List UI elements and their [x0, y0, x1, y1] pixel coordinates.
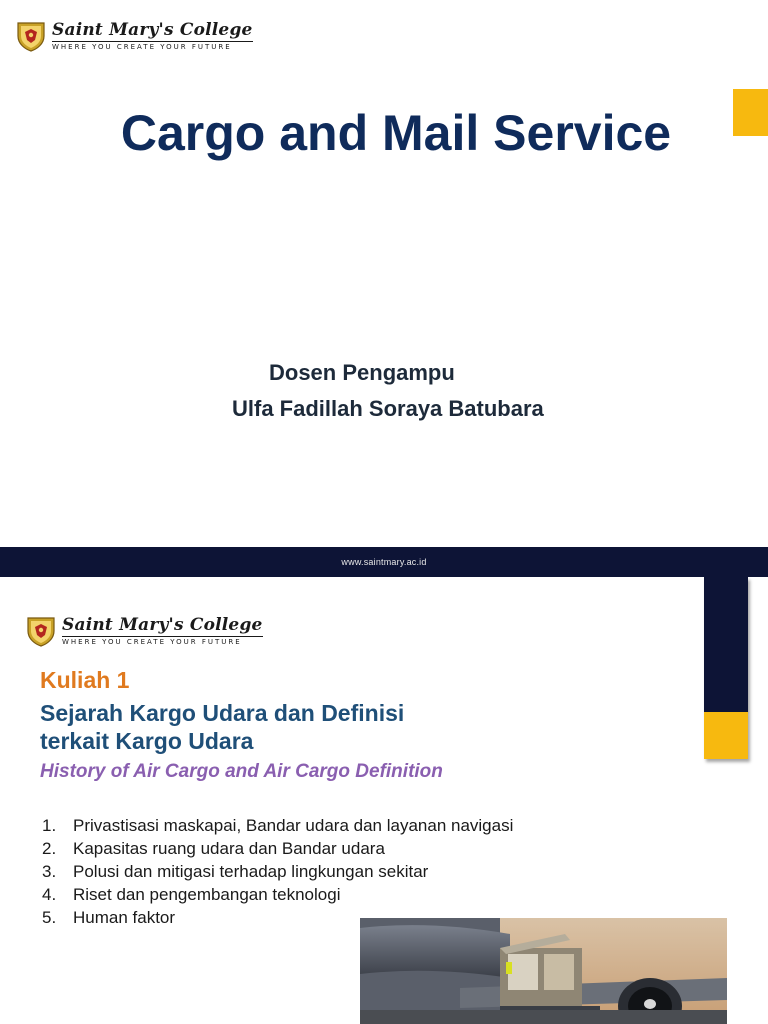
list-item-text: Polusi dan mitigasi terhadap lingkungan sekitar — [73, 862, 429, 881]
navy-side-bar — [704, 577, 748, 712]
college-tagline: WHERE YOU CREATE YOUR FUTURE — [52, 43, 232, 51]
list-item — [42, 883, 513, 906]
college-name: Saint Mary's College — [52, 20, 253, 40]
cargo-loading-photo — [360, 918, 727, 1024]
lecture-slide — [0, 577, 768, 1024]
list-item — [42, 837, 513, 860]
college-logo — [16, 20, 253, 52]
college-crest-icon — [26, 615, 56, 647]
lecture-heading-line-1: Sejarah Kargo Udara dan Definisi — [40, 700, 405, 726]
logo-divider — [62, 636, 263, 637]
list-item — [42, 814, 513, 837]
list-item-text: Riset dan pengembangan teknologi — [73, 885, 341, 904]
list-item-number: 1. — [42, 816, 57, 835]
list-item-number: 3. — [42, 862, 57, 881]
college-crest-icon — [16, 20, 46, 52]
lecturer-label: Dosen Pengampu — [269, 360, 455, 385]
college-tagline: WHERE YOU CREATE YOUR FUTURE — [62, 638, 242, 646]
slide-footer — [0, 547, 768, 577]
college-logo — [26, 615, 263, 647]
footer-url[interactable]: www.saintmary.ac.id — [341, 557, 427, 567]
college-name: Saint Mary's College — [62, 615, 263, 635]
lecturer-block — [232, 355, 544, 427]
lecture-subheading: History of Air Cargo and Air Cargo Definition — [40, 761, 443, 782]
list-item-text: Privastisasi maskapai, Bandar udara dan layanan navigasi — [73, 816, 514, 835]
list-item-number: 5. — [42, 908, 57, 927]
slide-title: Cargo and Mail Service — [120, 105, 672, 161]
list-item — [42, 860, 513, 883]
logo-divider — [52, 41, 253, 42]
list-item-text: Human faktor — [73, 908, 176, 927]
lecture-heading-line-2: terkait Kargo Udara — [40, 728, 254, 754]
topic-list — [42, 814, 513, 929]
lecturer-name: Ulfa Fadillah Soraya Batubara — [232, 396, 544, 421]
lecture-heading — [40, 699, 500, 755]
list-item-number: 4. — [42, 885, 57, 904]
lecture-number: Kuliah 1 — [40, 667, 130, 693]
list-item-number: 2. — [42, 839, 57, 858]
list-item-text: Kapasitas ruang udara dan Bandar udara — [73, 839, 385, 858]
gold-accent-block — [704, 712, 748, 759]
